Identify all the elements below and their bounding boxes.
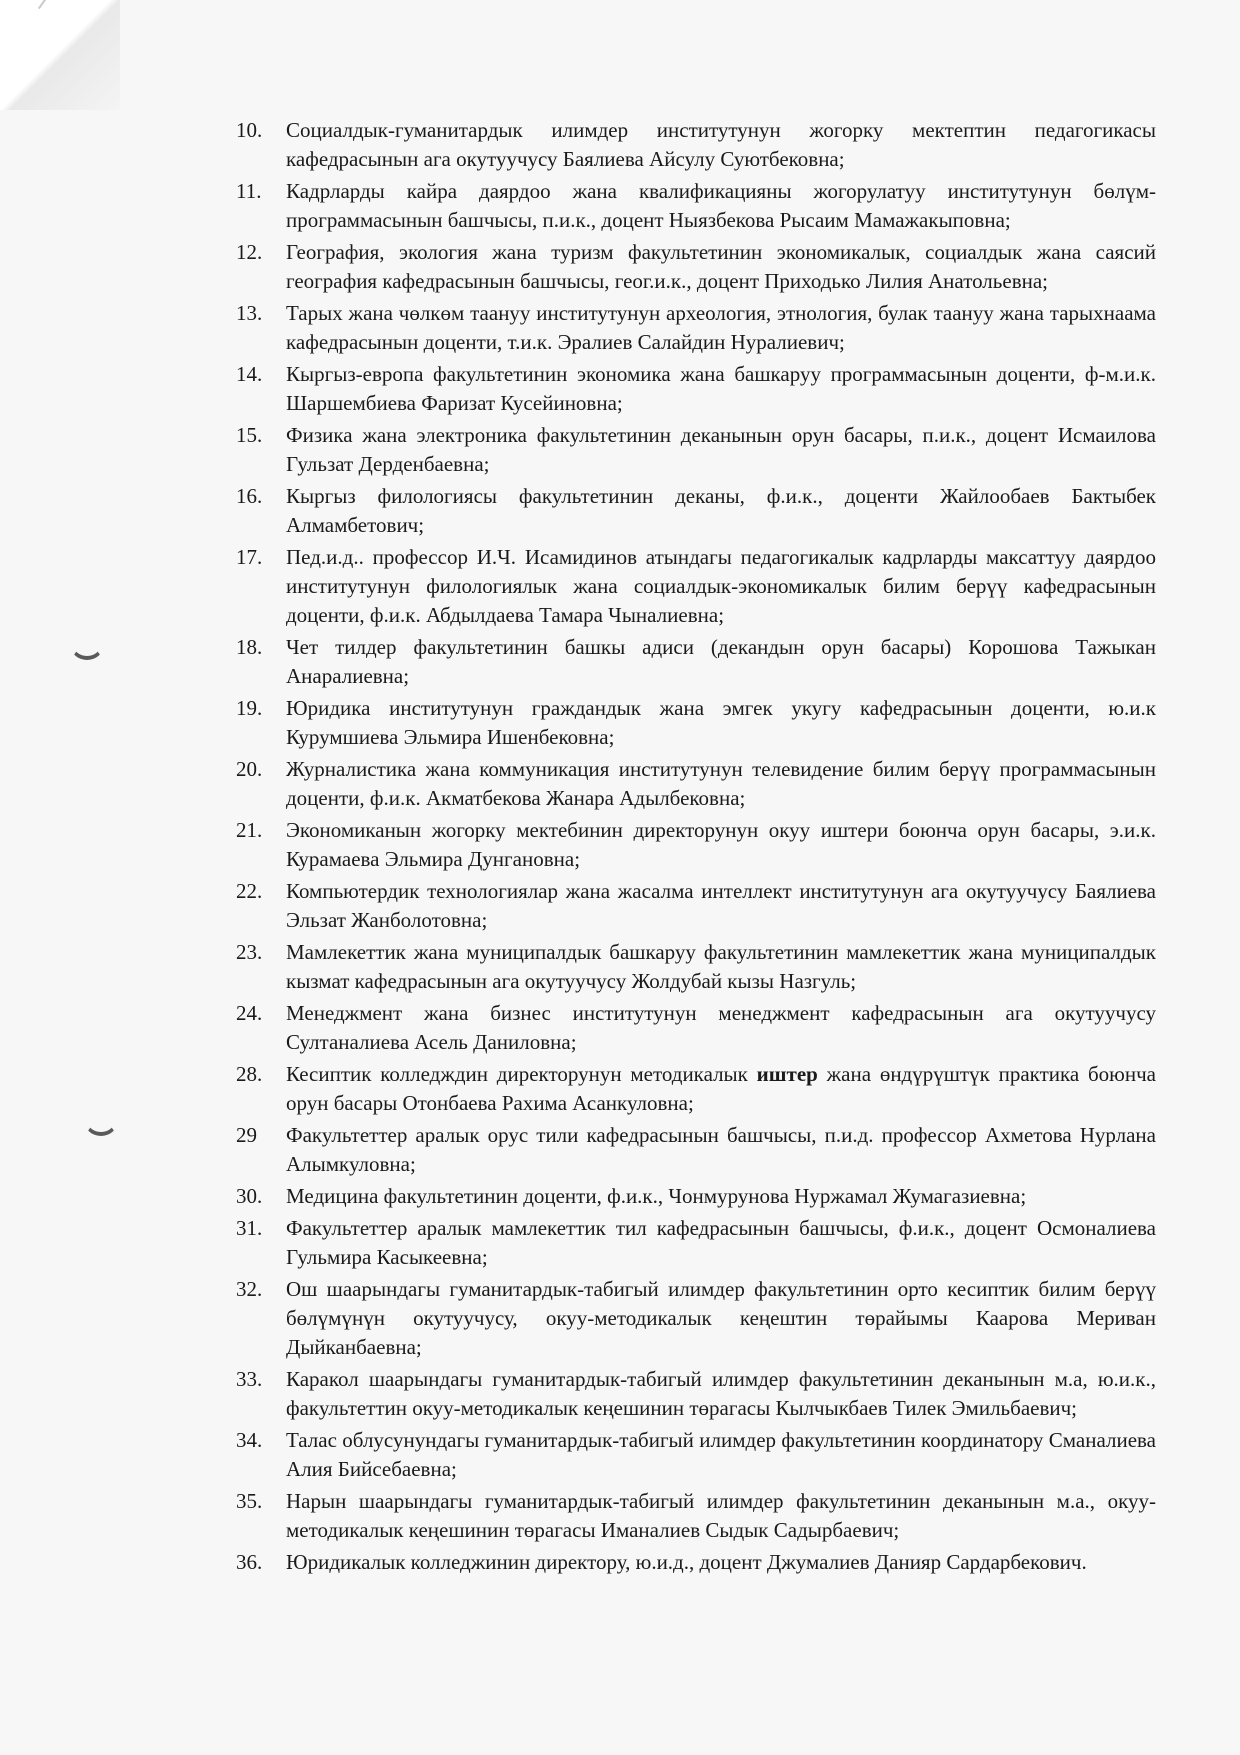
list-item (236, 116, 1156, 174)
item-text: Нарын шаарындагы гуманитардык-табигый илимдер факультетинин деканынын м.а., окуу-методикалык кеңешинин төрагасы Иманалиев Сыдык Садырбаевич; (286, 1489, 1156, 1542)
item-text (286, 1060, 1156, 1118)
item-number: 14. (236, 362, 263, 386)
list-item (236, 1182, 1156, 1211)
item-number: 15. (236, 423, 263, 447)
item-number: 32. (236, 1277, 263, 1301)
item-number: 34. (236, 1428, 263, 1452)
item-number: 24. (236, 1001, 263, 1025)
item-text: Кыргыз филологиясы факультетинин деканы, ф.и.к., доценти Жайлообаев Бактыбек Алмамбетович; (286, 484, 1156, 537)
item-text: Медицина факультетинин доценти, ф.и.к., Чонмурунова Нуржамал Жумагазиевна; (286, 1184, 1027, 1208)
item-text: Экономиканын жогорку мектебинин директорунун окуу иштери боюнча орун басары, э.и.к. Курамаева Эльмира Дунгановна; (286, 818, 1156, 871)
punch-hole-mark (70, 628, 104, 660)
item-text: Факультеттер аралык орус тили кафедрасынын башчысы, п.и.д. профессор Ахметова Нурлана Алымкуловна; (286, 1123, 1156, 1176)
list-item (236, 299, 1156, 357)
item-text: Журналистика жана коммуникация институтунун телевидение билим берүү программасынын доценти, ф.и.к. Акматбекова Жанара Адылбековна; (286, 757, 1156, 810)
item-number: 30. (236, 1184, 263, 1208)
item-number: 28. (236, 1062, 263, 1086)
item-text: Физика жана электроника факультетинин деканынын орун басары, п.и.к., доцент Исмаилова Гульзат Дерденбаевна; (286, 423, 1156, 476)
item-text: Кадрларды кайра даярдоо жана квалификацияны жогорулатуу институтунун бөлүм-программасынын башчысы, п.и.к., доцент Ныязбекова Рысаим Мамажакыповна; (286, 179, 1156, 232)
list-item (236, 816, 1156, 874)
list-item (236, 1214, 1156, 1272)
item-number: 35. (236, 1489, 263, 1513)
item-number: 20. (236, 757, 263, 781)
item-number: 31. (236, 1216, 263, 1240)
item-number: 17. (236, 545, 263, 569)
item-text: Пед.и.д.. профессор И.Ч. Исамидинов атындагы педагогикалык кадрларды максаттуу даярдоо институтунун филологиялык жана социалдык-экономикалык билим берүү кафедрасынын доценти, ф.и.к. Абдылдаева Тамара Чыналиевна; (286, 545, 1156, 627)
punch-hole-mark (84, 1104, 118, 1136)
item-text: География, экология жана туризм факультетинин экономикалык, социалдык жана саясий география кафедрасынын башчысы, геог.и.к., доцент Приходько Лилия Анатольевна; (286, 240, 1156, 293)
list-item (236, 177, 1156, 235)
list-item (236, 1275, 1156, 1362)
item-text: Талас облусунундагы гуманитардык-табигый илимдер факультетинин координатору Сманалиева Алия Бийсебаевна; (286, 1428, 1156, 1481)
list-item (236, 999, 1156, 1057)
numbered-list (236, 116, 1156, 1580)
list-item (236, 938, 1156, 996)
list-item (236, 755, 1156, 813)
list-item (236, 1365, 1156, 1423)
item-number: 18. (236, 635, 263, 659)
item-number: 22. (236, 879, 263, 903)
item-text: Тарых жана чөлкөм таануу институтунун археология, этнология, булак таануу жана тарыхнаама кафедрасынын доценти, т.и.к. Эралиев Салайдин Нуралиевич; (286, 301, 1156, 354)
item-text: Юридикалык колледжинин директору, ю.и.д., доцент Джумалиев Данияр Сардарбекович. (286, 1550, 1087, 1574)
item-text-part: жана өндүрүштүк практика боюнча орун басары Отонбаева Рахима Асанкуловна; (286, 1062, 1156, 1115)
item-number: 33. (236, 1367, 263, 1391)
list-item (236, 694, 1156, 752)
list-item (236, 1426, 1156, 1484)
item-number: 21. (236, 818, 263, 842)
list-item (236, 633, 1156, 691)
item-number: 29 (236, 1123, 257, 1147)
item-text: Кыргыз-европа факультетинин экономика жана башкаруу программасынын доценти, ф-м.и.к. Шаршембиева Фаризат Кусейиновна; (286, 362, 1156, 415)
item-text-bold: иштер (756, 1062, 818, 1086)
list-item (236, 238, 1156, 296)
list-item (236, 543, 1156, 630)
list-item (236, 877, 1156, 935)
item-number: 10. (236, 118, 263, 142)
item-text: Компьютердик технологиялар жана жасалма интеллект институтунун ага окутуучусу Баялиева Эльзат Жанболотовна; (286, 879, 1156, 932)
item-text-part: Кесиптик колледждин директорунун методикалык (286, 1062, 757, 1086)
item-text: Чет тилдер факультетинин башкы адиси (декандын орун басары) Корошова Тажыкан Анаралиевна; (286, 635, 1156, 688)
item-number: 13. (236, 301, 263, 325)
list-item (236, 482, 1156, 540)
item-text: Социалдык-гуманитардык илимдер институтунун жогорку мектептин педагогикасы кафедрасынын ага окутуучусу Баялиева Айсулу Суютбековна; (286, 118, 1156, 171)
item-text: Ош шаарындагы гуманитардык-табигый илимдер факультетинин орто кесиптик билим берүү бөлүмүнүн окутуучусу, окуу-методикалык кеңештин төрайымы Каарова Мериван Дыйканбаевна; (286, 1277, 1156, 1359)
item-number: 19. (236, 696, 263, 720)
item-number: 23. (236, 940, 263, 964)
list-item (236, 360, 1156, 418)
list-item (236, 1060, 1156, 1118)
item-text: Каракол шаарындагы гуманитардык-табигый илимдер факультетинин деканынын м.а, ю.и.к., факультеттин окуу-методикалык кеңешинин төрагасы Кылчыкбаев Тилек Эмильбаевич; (286, 1367, 1156, 1420)
item-number: 12. (236, 240, 263, 264)
item-text: Мамлекеттик жана муниципалдык башкаруу факультетинин мамлекеттик жана муниципалдык кызмат кафедрасынын ага окутуучусу Жолдубай кызы Назгуль; (286, 940, 1156, 993)
item-text: Факультеттер аралык мамлекеттик тил кафедрасынын башчысы, ф.и.к., доцент Осмоналиева Гульмира Касыкеевна; (286, 1216, 1156, 1269)
list-item (236, 1548, 1156, 1577)
item-number: 16. (236, 484, 263, 508)
list-item (236, 1121, 1156, 1179)
page-corner-fold (0, 0, 120, 110)
item-number: 11. (236, 179, 262, 203)
list-item (236, 421, 1156, 479)
item-text: Юридика институтунун граждандык жана эмгек укугу кафедрасынын доценти, ю.и.к Курумшиева Эльмира Ишенбековна; (286, 696, 1156, 749)
item-number: 36. (236, 1550, 263, 1574)
item-text: Менеджмент жана бизнес институтунун менеджмент кафедрасынын ага окутуучусу Султаналиева Асель Даниловна; (286, 1001, 1156, 1054)
list-item (236, 1487, 1156, 1545)
